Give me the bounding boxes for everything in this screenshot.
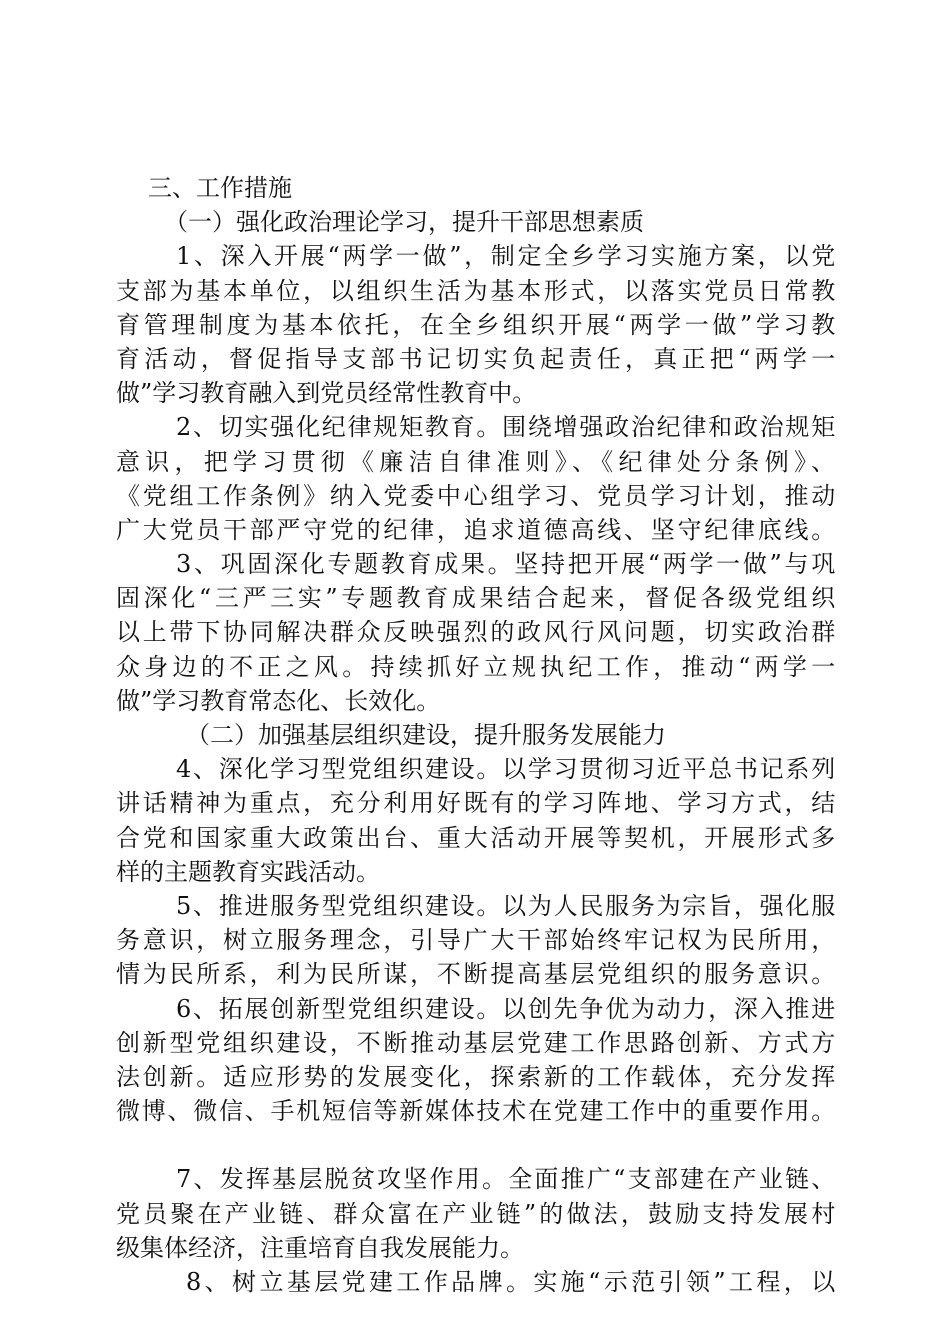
paragraph-line: 做”学习教育常态化、长效化。 bbox=[116, 686, 441, 715]
paragraph-line: 合党和国家重大政策出台、重大活动开展等契机，开展形式多 bbox=[116, 823, 836, 852]
paragraph-line: 3、巩固深化专题教育成果。坚持把开展“两学一做”与巩 bbox=[176, 550, 836, 579]
paragraph-line: 6、拓展创新型党组织建设。以创先争优为动力，深入推进 bbox=[176, 994, 836, 1023]
paragraph-2 bbox=[116, 410, 836, 547]
paragraph-line: 8、树立基层党建工作品牌。实施“示范引领”工程，以 bbox=[186, 1268, 836, 1296]
paragraph-line: 讲话精神为重点，充分利用好既有的学习阵地、学习方式，结 bbox=[116, 789, 836, 818]
paragraph-line: 意识，把学习贯彻《廉洁自律准则》、《纪律处分条例》、 bbox=[116, 447, 836, 476]
paragraph-line: 微博、微信、手机短信等新媒体技术在党建工作中的重要作用。 bbox=[116, 1097, 836, 1126]
paragraph-line: 《党组工作条例》纳入党委中心组学习、党员学习计划，推动 bbox=[116, 481, 836, 510]
paragraph-line: 务意识，树立服务理念，引导广大干部始终牢记权为民所用， bbox=[116, 926, 836, 955]
paragraph-line: 2、切实强化纪律规矩教育。围绕增强政治纪律和政治规矩 bbox=[176, 413, 836, 442]
paragraph-line: 7、发挥基层脱贫攻坚作用。全面推广“支部建在产业链、 bbox=[176, 1165, 836, 1194]
paragraph-line: 育活动，督促指导支部书记切实负起责任，真正把“两学一 bbox=[116, 344, 836, 373]
paragraph-1 bbox=[116, 239, 836, 410]
paragraph-8 bbox=[116, 1265, 836, 1299]
paragraph-line: 法创新。适应形势的发展变化，探索新的工作载体，充分发挥 bbox=[116, 1062, 836, 1091]
paragraph-line: 育管理制度为基本依托，在全乡组织开展“两学一做”学习教 bbox=[116, 310, 836, 339]
paragraph-line: 固深化“三严三实”专题教育成果结合起来，督促各级党组织 bbox=[116, 584, 836, 613]
paragraph-5 bbox=[116, 889, 836, 992]
paragraph-line: 广大党员干部严守党的纪律，追求道德高线、坚守纪律底线。 bbox=[116, 515, 836, 544]
paragraph-line: 5、推进服务型党组织建设。以为人民服务为宗旨，强化服 bbox=[176, 891, 836, 920]
paragraph-line: 做”学习教育融入到党员经常性教育中。 bbox=[116, 379, 537, 408]
paragraph-line: 众身边的不正之风。持续抓好立规执纪工作，推动“两学一 bbox=[116, 652, 836, 681]
paragraph-line: 以上带下协同解决群众反映强烈的政风行风问题，切实政治群 bbox=[116, 618, 836, 647]
paragraph-6 bbox=[116, 992, 836, 1129]
paragraph-line: 4、深化学习型党组织建设。以学习贯彻习近平总书记系列 bbox=[176, 755, 836, 784]
paragraph-line: 支部为基本单位，以组织生活为基本形式，以落实党员日常教 bbox=[116, 276, 836, 305]
subsection-heading-1: （一）强化政治理论学习，提升干部思想素质 bbox=[164, 208, 644, 237]
blank-line bbox=[116, 1128, 836, 1162]
paragraph-line: 级集体经济，注重培育自我发展能力。 bbox=[116, 1233, 524, 1262]
paragraph-line: 创新型党组织建设，不断推动基层党建工作思路创新、方式方 bbox=[116, 1028, 836, 1057]
subsection-heading-2: （二）加强基层组织建设，提升服务发展能力 bbox=[186, 721, 666, 749]
paragraph-line: 党员聚在产业链、群众富在产业链”的做法，鼓励支持发展村 bbox=[116, 1199, 836, 1228]
paragraph-4 bbox=[116, 752, 836, 889]
section-heading: 三、工作措施 bbox=[148, 174, 292, 202]
paragraph-3 bbox=[116, 547, 836, 718]
paragraph-7 bbox=[116, 1162, 836, 1265]
paragraph-line: 情为民所系，利为民所谋，不断提高基层党组织的服务意识。 bbox=[116, 960, 836, 989]
paragraph-line: 样的主题教育实践活动。 bbox=[116, 857, 380, 886]
paragraph-line: 1、深入开展“两学一做”，制定全乡学习实施方案，以党 bbox=[176, 242, 836, 271]
document-body bbox=[116, 171, 836, 1299]
